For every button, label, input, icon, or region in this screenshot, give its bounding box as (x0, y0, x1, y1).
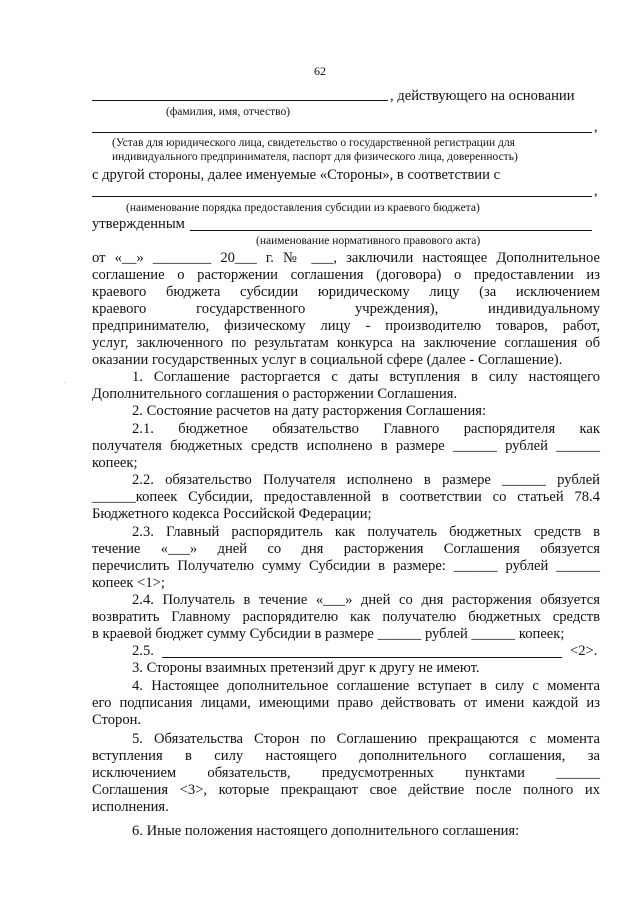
margin-dots: . (64, 376, 66, 385)
intro-line: краевого бюджета субсидии юридическому лицу (за исключением (92, 284, 600, 300)
line1-tail: , действующего на основании (390, 88, 575, 104)
item-line: Сторон. (92, 712, 142, 728)
act-caption: (наименование нормативного правового акта) (256, 235, 481, 247)
item-6 (92, 823, 600, 840)
item-2-5-tail: <2>. (570, 643, 598, 659)
item-2 (92, 403, 600, 420)
item-line: исполнения. (92, 799, 169, 815)
item-line: 4. Настоящее дополнительное соглашение вступает в силу с момента (132, 678, 600, 694)
item-line: 2.2. обязательство Получателя исполнено в размере ______ рублей (132, 472, 600, 488)
item-line: 2.4. Получатель в течение «___» дней со дня расторжения обязуется (132, 592, 600, 608)
item-2-3 (92, 524, 600, 592)
intro-line: оказании государственных услуг в социальной сфере (далее - Соглашение). (92, 352, 563, 368)
act-blank-line (190, 230, 592, 231)
item-line: Бюджетного кодекса Российской Федерации; (92, 506, 372, 522)
item-line: Дополнительного соглашения о расторжении Соглашения. (92, 386, 458, 402)
page-number: 62 (314, 64, 326, 78)
approved-label: утвержденным (92, 216, 185, 232)
order-blank-line (92, 196, 592, 197)
item-1 (92, 369, 600, 403)
item-2-5-blank-line (162, 657, 562, 658)
basis-caption-2: индивидуального предпринимателя, паспорт для физического лица, доверенность) (112, 151, 518, 163)
basis-caption-1: (Устав для юридического лица, свидетельство о государственной регистрации для (112, 137, 515, 149)
item-2-1 (92, 421, 600, 472)
intro-paragraph (92, 250, 600, 369)
item-line: ______копеек Субсидии, предоставленной в соответствии со статьей 78.4 (92, 489, 600, 505)
order-caption: (наименование порядка предоставления субсидии из краевого бюджета) (126, 202, 480, 214)
intro-line: краевого государственного учреждения), индивидуальному (92, 301, 600, 317)
item-4 (92, 678, 600, 729)
item-line: 1. Соглашение расторгается с даты вступления в силу настоящего (132, 369, 600, 385)
item-3 (92, 660, 600, 677)
line2-tail: , (594, 119, 598, 135)
intro-line: от «__» ________ 20___ г. № ___, заключили настоящее Дополнительное (92, 250, 600, 266)
intro-line: предпринимателю, физическому лицу - производителю товаров, работ, (92, 318, 600, 334)
item-line: копеек <1>; (92, 575, 165, 591)
item-line: 3. Стороны взаимных претензий друг к другу не имеют. (132, 660, 480, 676)
item-line: перечислить Получателю сумму Субсидии в размере: ______ рублей ______ (92, 558, 600, 574)
item-line: 2.1. бюджетное обязательство Главного распорядителя как (132, 421, 600, 437)
item-line: получателя бюджетных средств исполнено в размере ______ рублей ______ (92, 438, 600, 454)
item-2-5-label: 2.5. (132, 643, 154, 659)
item-line: течение «___» дней со дня расторжения Соглашения обязуется (92, 541, 600, 557)
item-line: 2.3. Главный распорядитель как получатель бюджетных средств в (132, 524, 600, 540)
item-line: 5. Обязательства Сторон по Соглашению прекращаются с момента (132, 731, 600, 747)
item-2-4 (92, 592, 600, 643)
parties-line: с другой стороны, далее именуемые «Стороны», в соответствии с (92, 167, 501, 183)
item-line: 2. Состояние расчетов на дату расторжения Соглашения: (132, 403, 487, 419)
item-line: 6. Иные положения настоящего дополнительного соглашения: (132, 823, 520, 839)
item-line: его подписания лицами, имеющими право действовать от имени каждой из (92, 695, 600, 711)
item-5 (92, 731, 600, 816)
name-blank-line (92, 100, 388, 101)
line3-tail: , (594, 183, 598, 199)
name-caption: (фамилия, имя, отчество) (166, 106, 291, 118)
item-line: копеек; (92, 455, 138, 471)
item-line: Соглашения <3>, которые прекращают свое действие после полного их (92, 782, 600, 798)
item-line: возвратить Главному распорядителю как получателю бюджетных средств (92, 609, 600, 625)
item-line: вступления в силу настоящего дополнительного соглашения, за (92, 748, 600, 764)
item-2-2 (92, 472, 600, 523)
intro-line: услуг, заключенного по результатам конкурса на заключение соглашения об (92, 335, 600, 351)
item-line: исключением обязательств, предусмотренных пунктами ______ (92, 765, 600, 781)
intro-line: соглашение о расторжении соглашения (договора) о предоставлении из (92, 267, 600, 283)
item-line: в краевой бюджет сумму Субсидии в размере ______ рублей ______ копеек; (92, 626, 565, 642)
basis-blank-line (92, 132, 592, 133)
